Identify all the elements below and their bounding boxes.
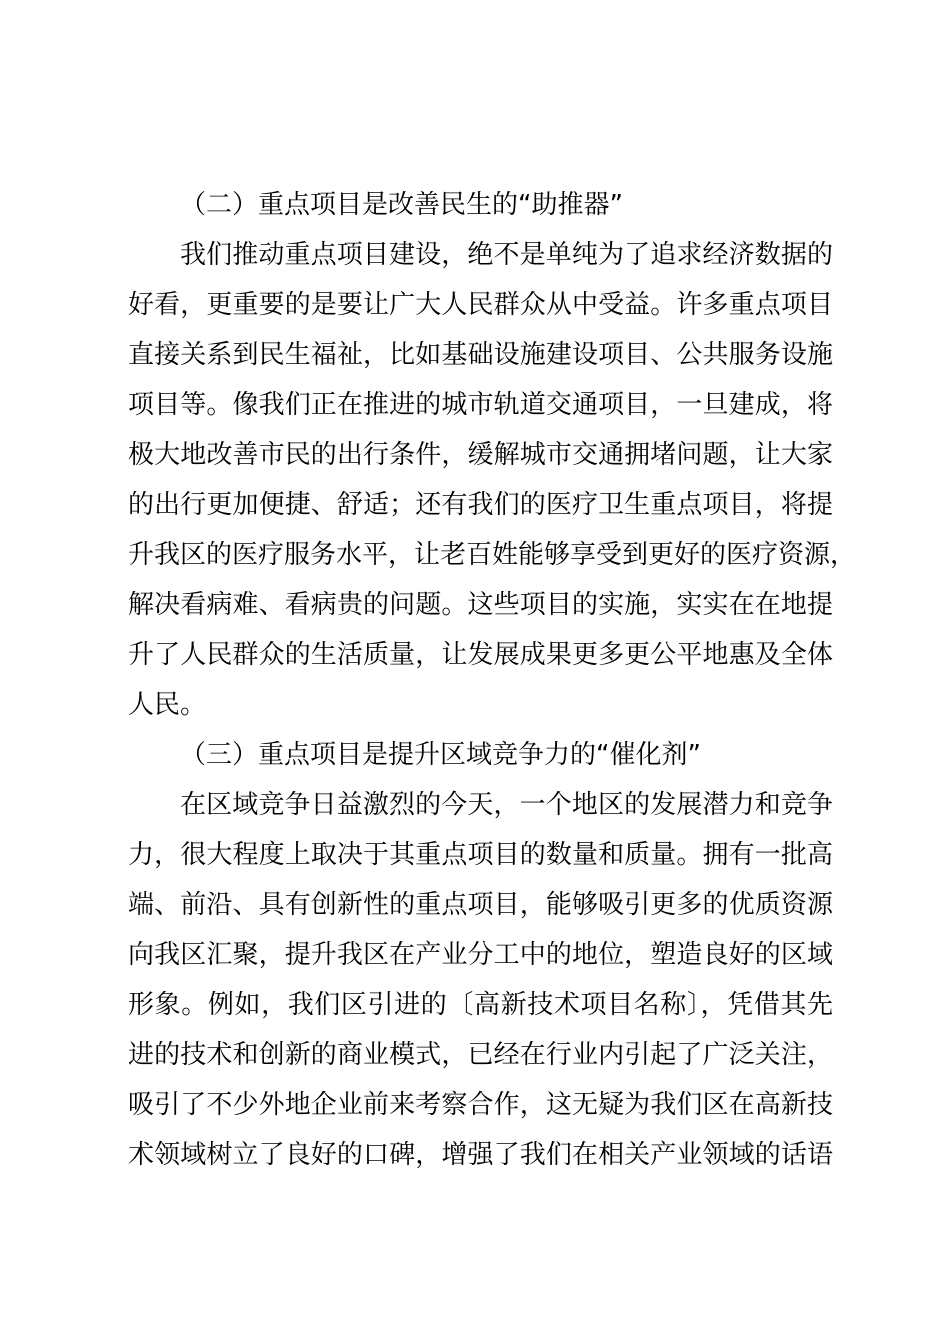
paragraph-line: 进的技术和创新的商业模式，已经在行业内引起了广泛关注， [128, 1040, 833, 1070]
paragraph-line: 我们推动重点项目建设，绝不是单纯为了追求经济数据的 [180, 240, 833, 270]
paragraph-line: 人民。 [128, 690, 207, 720]
paragraph-line: 的出行更加便捷、舒适；还有我们的医疗卫生重点项目，将提 [128, 490, 833, 520]
paragraph-line: 直接关系到民生福祉，比如基础设施建设项目、公共服务设施 [128, 340, 833, 370]
paragraph-line: 在区域竞争日益激烈的今天，一个地区的发展潜力和竞争 [180, 790, 833, 820]
paragraph-line: 向我区汇聚，提升我区在产业分工中的地位，塑造良好的区域 [128, 940, 833, 970]
paragraph-line: 力，很大程度上取决于其重点项目的数量和质量。拥有一批高 [128, 840, 833, 870]
paragraph-line: 形象。例如，我们区引进的〔高新技术项目名称〕，凭借其先 [128, 990, 833, 1020]
paragraph-line: 项目等。像我们正在推进的城市轨道交通项目，一旦建成，将 [128, 390, 833, 420]
paragraph-line: 升我区的医疗服务水平，让老百姓能够享受到更好的医疗资源， [128, 540, 857, 570]
document-body [128, 180, 857, 1180]
paragraph-line: 极大地改善市民的出行条件，缓解城市交通拥堵问题，让大家 [128, 440, 833, 470]
paragraph-line: 术领域树立了良好的口碑，增强了我们在相关产业领域的话语 [128, 1140, 833, 1170]
paragraph-line: 端、前沿、具有创新性的重点项目，能够吸引更多的优质资源 [128, 890, 833, 920]
paragraph-line: 升了人民群众的生活质量，让发展成果更多更公平地惠及全体 [128, 640, 833, 670]
section-heading: （二）重点项目是改善民生的“助推器” [180, 190, 623, 220]
paragraph-line: 好看，更重要的是要让广大人民群众从中受益。许多重点项目 [128, 290, 833, 320]
paragraph-line: 吸引了不少外地企业前来考察合作，这无疑为我们区在高新技 [128, 1090, 833, 1120]
paragraph-line: 解决看病难、看病贵的问题。这些项目的实施，实实在在地提 [128, 590, 833, 620]
section-heading: （三）重点项目是提升区域竞争力的“催化剂” [180, 740, 701, 770]
